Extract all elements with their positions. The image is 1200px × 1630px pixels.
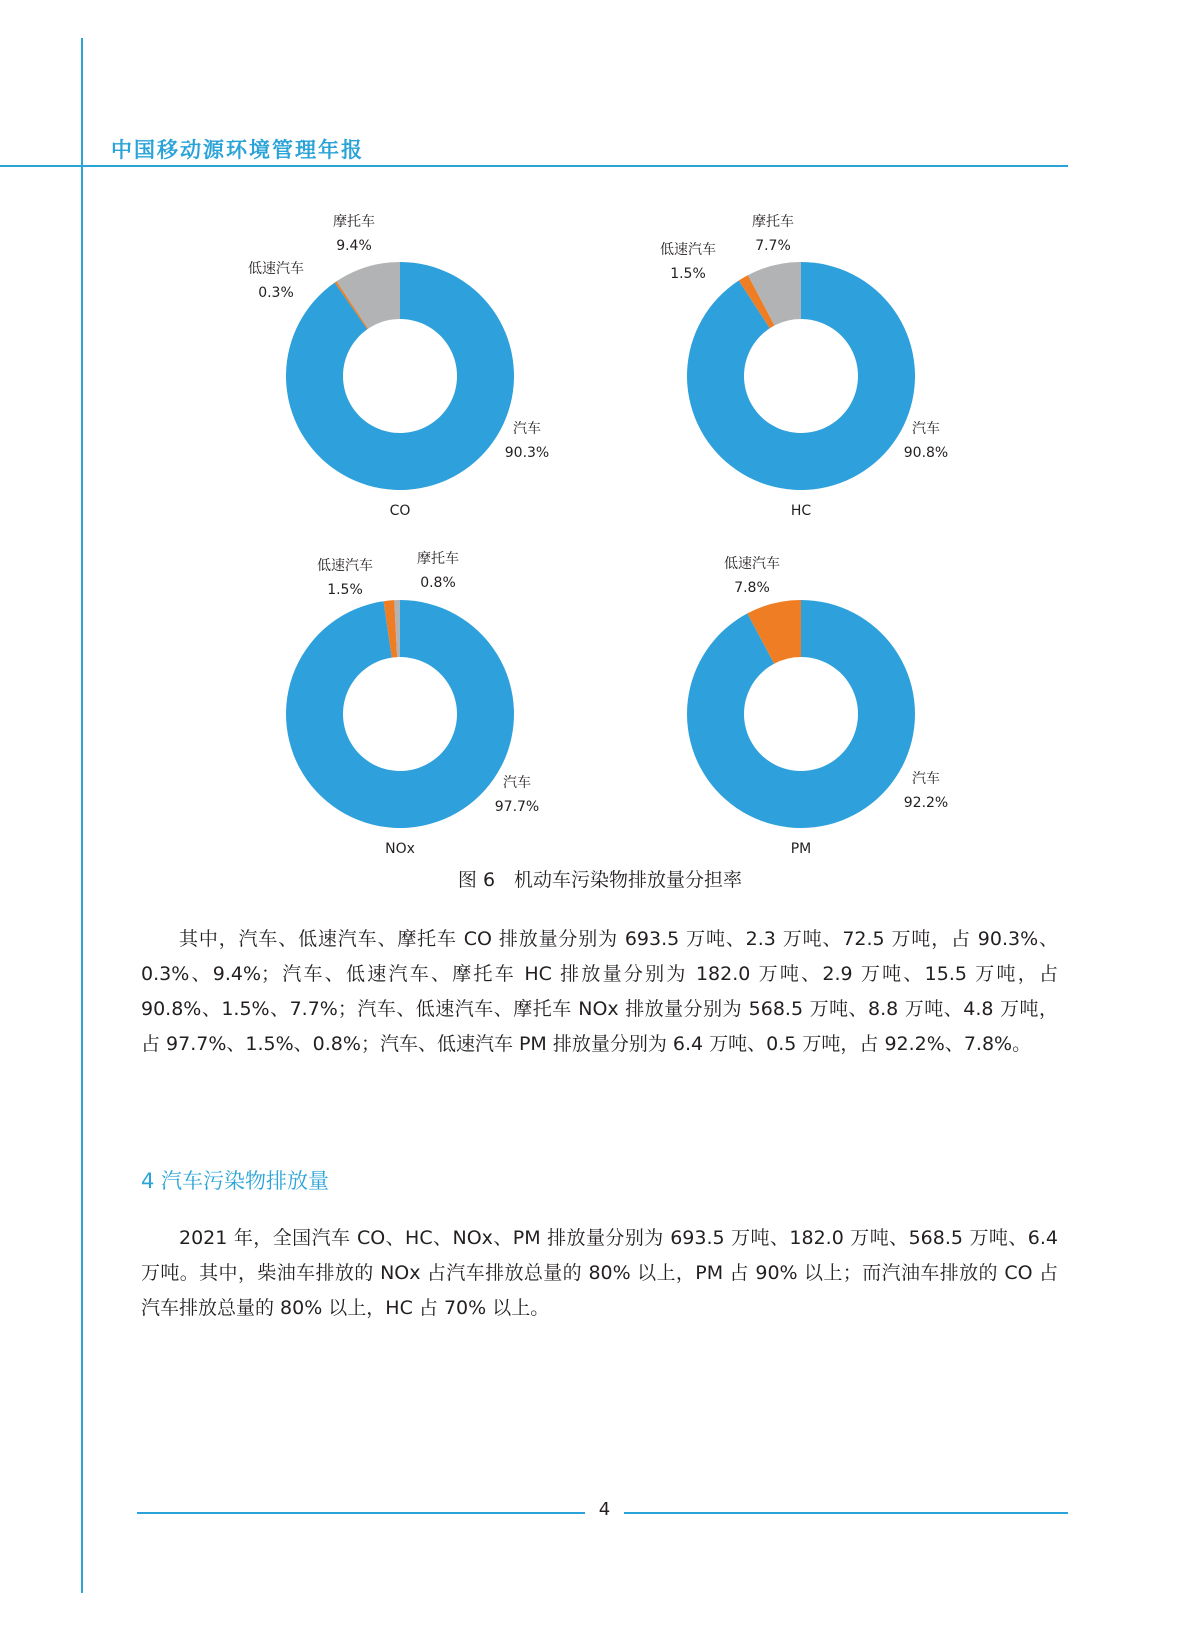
paragraph-vehicle-emissions: 2021 年，全国汽车 CO、HC、NOx、PM 排放量分别为 693.5 万吨、182.0 万吨、568.5 万吨、6.4 万吨。其中，柴油车排放的 NOx 占汽车排放总量的 80% 以上，PM 占 90% 以上；而汽油车排放的 CO 占汽车排放总量的 80% 以上，HC 占 70% 以上。	[141, 1227, 1058, 1319]
slice-name-label: 汽车	[513, 421, 541, 437]
slice-name-label: 摩托车	[752, 214, 794, 230]
slice-value-label: 7.8%	[734, 580, 770, 596]
slice-name-label: 低速汽车	[724, 556, 780, 572]
slice-name-label: 低速汽车	[317, 558, 373, 574]
slice-name-label: 汽车	[503, 775, 531, 791]
chart-title-nox: NOx	[385, 841, 415, 857]
donut-chart-hc	[660, 213, 948, 519]
chart-title-co: CO	[389, 503, 411, 519]
slice-value-label: 90.8%	[903, 445, 949, 461]
slice-name-label: 摩托车	[417, 551, 459, 567]
slice-value-label: 90.3%	[504, 445, 550, 461]
donut-chart-nox	[286, 550, 539, 857]
chart-title-hc: HC	[790, 503, 812, 519]
slice-value-label: 1.5%	[327, 582, 363, 598]
page-number: 4	[598, 1499, 611, 1520]
section-heading: 4 汽车污染物排放量	[141, 1169, 330, 1193]
chart-title-pm: PM	[790, 841, 812, 857]
slice-pm-0	[687, 600, 915, 828]
slice-name-label: 低速汽车	[248, 261, 304, 277]
paragraph-emission-shares: 其中，汽车、低速汽车、摩托车 CO 排放量分别为 693.5 万吨、2.3 万吨、72.5 万吨，占 90.3%、0.3%、9.4%；汽车、低速汽车、摩托车 HC 排放量分别为 182.0 万吨、2.9 万吨、15.5 万吨，占 90.8%、1.5%、7.7%；汽车、低速汽车、摩托车 NOx 排放量分别为 568.5 万吨、8.8 万吨、4.8 万吨，占 97.7%、1.5%、0.8%；汽车、低速汽车 PM 排放量分别为 6.4 万吨、0.5 万吨，占 92.2%、7.8%。	[141, 928, 1058, 1055]
donut-chart-pm	[687, 555, 948, 857]
slice-name-label: 汽车	[912, 421, 940, 437]
footer-rule-left	[137, 1512, 585, 1514]
donut-chart-co	[248, 213, 549, 519]
figure-caption: 图 6 机动车污染物排放量分担率	[457, 869, 743, 891]
slice-value-label: 1.5%	[670, 266, 706, 282]
slice-value-label: 7.7%	[755, 238, 791, 254]
slice-value-label: 0.3%	[258, 285, 294, 301]
slice-value-label: 0.8%	[420, 575, 456, 591]
slice-value-label: 9.4%	[336, 238, 372, 254]
slice-value-label: 97.7%	[494, 799, 540, 815]
running-header-title: 中国移动源环境管理年报	[111, 138, 364, 162]
slice-name-label: 摩托车	[333, 214, 375, 230]
slice-value-label: 92.2%	[903, 795, 949, 811]
slice-name-label: 汽车	[912, 771, 940, 787]
footer-rule-right	[624, 1512, 1068, 1514]
slice-name-label: 低速汽车	[660, 242, 716, 258]
